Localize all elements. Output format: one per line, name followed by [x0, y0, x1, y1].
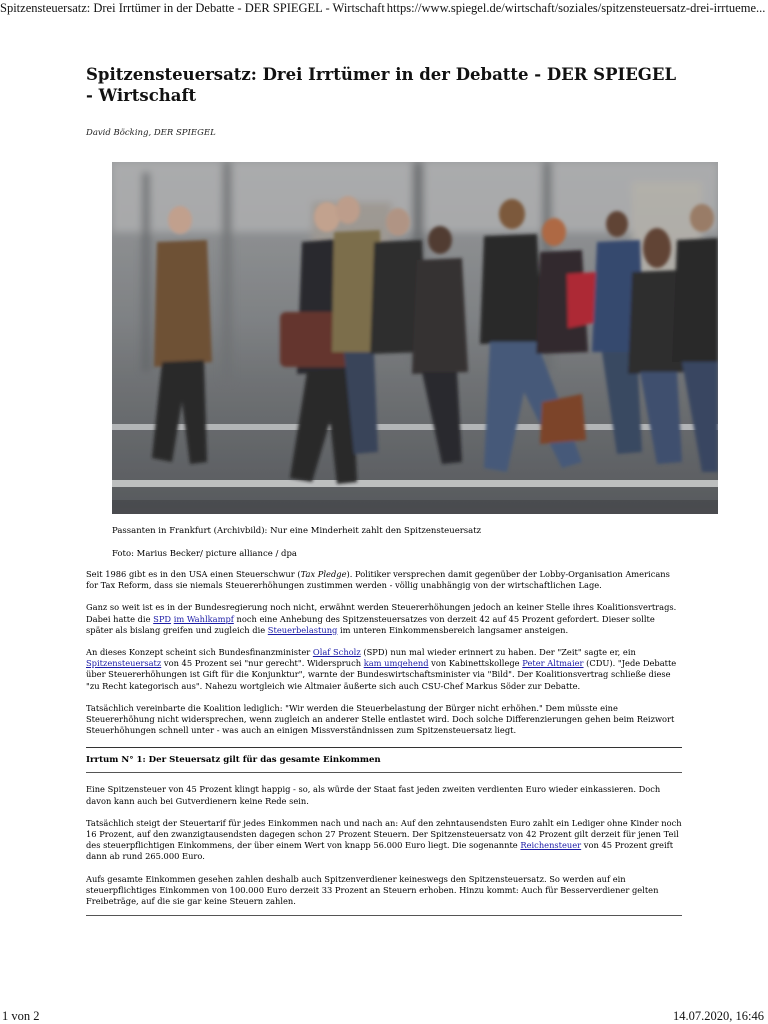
- paragraph-4: Tatsächlich vereinbarte die Koalition lediglich: "Wir werden die Steuerbelastung der Bürger nicht erhöhen." Dem müsste eine Steuererhöhung nicht widersprechen, wenn zugleich an anderer Stelle entlastet wird. Doch solche Differenzierungen gehen beim Reizwort Steuerhöhungen schnell unter - was auch an einigen Missverständnissen zum Spitzensteuersatz liegt.: [86, 702, 675, 736]
- text: ). Politiker versprechen damit gegenüber der Lobby-Organisation Americans for Tax Reform, dass sie niemals Steuererhöhungen zustimmen werden - völlig unabhängig von der wirtschaftlichen Lage.: [86, 569, 670, 591]
- print-header-title: Spitzensteuersatz: Drei Irrtümer in der Debatte - DER SPIEGEL - Wirtschaft: [0, 1, 385, 15]
- text: noch eine Anhebung des Spitzensteuersatzes von derzeit 42 auf 45 Prozent gefordert. Dieser sollte später als bislang greifen und zugleich die: [86, 613, 655, 635]
- text: Tatsächlich steigt der Steuertarif für jedes Einkommen nach und nach an: Auf den zehntausendsten Euro zahlt ein Lediger ohne Kinder noch 16 Prozent, auf den zwanzigtausendsten dagegen schon 27 Prozent Steuern. Der Spitzensteuersatz von 42 Prozent gilt derzeit für jenen Teil des steuerpflichtigen Einkommens, der über einem Wert von knapp 56.000 Euro liegt. Die sogenannte: [86, 817, 682, 851]
- link-im-wahlkampf[interactable]: im Wahlkampf: [173, 613, 234, 624]
- page-number: 1 von 2: [2, 1009, 40, 1023]
- article: [86, 64, 684, 907]
- paragraph-5: Eine Spitzensteuer von 45 Prozent klingt happig - so, als würde der Staat fast jeden zweiten verdienten Euro wieder einkassieren. Doch davon kann auch bei Gutverdienern keine Rede sein.: [86, 784, 661, 806]
- text: (SPD) nun mal wieder erinnert zu haben. Der "Zeit" sagte er, ein: [360, 647, 636, 658]
- emphasis: Tax Pledge: [300, 569, 347, 579]
- text: Seit 1986 gibt es in den USA einen Steuerschwur (: [86, 569, 301, 579]
- section-heading-irrtum-1: Irrtum N° 1: Der Steuersatz gilt für das gesamte Einkommen: [86, 755, 381, 766]
- text: von 45 Prozent sei "nur gerecht". Widerspruch: [161, 658, 364, 669]
- paragraph-7: Aufs gesamte Einkommen gesehen zahlen deshalb auch Spitzenverdiener keineswegs den Spitzensteuersatz. So werden auf ein steuerpflichtiges Einkommen von 100.000 Euro derzeit 33 Prozent an Steuern erhoben. Hinzu kommt: Auch für Besserverdiener gelten Freibeträge, auf die sie gar keine Steuern zahlen.: [86, 873, 659, 907]
- link-peter-altmaier[interactable]: Peter Altmaier: [522, 658, 584, 669]
- link-spitzensteuersatz[interactable]: Spitzensteuersatz: [86, 658, 162, 669]
- text: im unteren Einkommensbereich langsamer ansteigen.: [337, 624, 569, 635]
- pedestrians-photo: [112, 162, 718, 514]
- print-footer: [0, 1009, 768, 1023]
- text: An dieses Konzept scheint sich Bundesfinanzminister: [86, 647, 313, 658]
- print-header: [0, 0, 768, 16]
- text: von 45 Prozent greift dann ab rund 265.000 Euro.: [86, 840, 674, 862]
- link-kam-umgehend[interactable]: kam umgehend: [363, 658, 429, 669]
- print-datetime: 14.07.2020, 16:46: [673, 1009, 764, 1023]
- article-byline: David Böcking, DER SPIEGEL: [86, 128, 216, 138]
- photo-caption-block: [112, 525, 712, 560]
- photo-credit: Foto: Marius Becker/ picture alliance / dpa: [112, 549, 297, 559]
- link-reichensteuer[interactable]: Reichensteuer: [520, 840, 582, 851]
- text: Ganz so weit ist es in der Bundesregierung noch nicht, erwähnt werden Steuererhöhungen jedoch an keiner Stelle ihres Koalitionsvertrags. Dabei hatte die: [86, 602, 677, 624]
- paragraph-2: [86, 602, 682, 636]
- article-photo: [112, 162, 718, 514]
- link-spd[interactable]: SPD: [153, 613, 172, 624]
- end-divider: [86, 915, 682, 916]
- article-body: [86, 569, 682, 916]
- link-steuerbelastung[interactable]: Steuerbelastung: [267, 624, 338, 635]
- section-divider-bottom: [86, 772, 682, 773]
- text: von Kabinettskollege: [428, 658, 523, 669]
- link-olaf-scholz[interactable]: Olaf Scholz: [312, 647, 361, 658]
- print-header-url: https://www.spiegel.de/wirtschaft/soziales/spitzensteuersatz-drei-irrtueme...: [386, 1, 766, 15]
- paragraph-6: [86, 818, 682, 863]
- article-title: Spitzensteuersatz: Drei Irrtümer in der Debatte - DER SPIEGEL - Wirtschaft: [86, 65, 677, 105]
- paragraph-3: [86, 647, 682, 692]
- photo-caption: Passanten in Frankfurt (Archivbild): Nur eine Minderheit zahlt den Spitzensteuersatz: [112, 526, 482, 536]
- paragraph-1: [86, 569, 682, 591]
- text: (CDU). "Jede Debatte über Steuererhöhungen ist Gift für die Konjunktur", warnte der Bundeswirtschaftsminister via "Bild". Der Koalitionsvertrag schließe diese "zu Recht kategorisch aus". Nahezu wortgleich wie Altmaier äußerte sich auch CSU-Chef Markus Söder zur Debatte.: [86, 658, 677, 691]
